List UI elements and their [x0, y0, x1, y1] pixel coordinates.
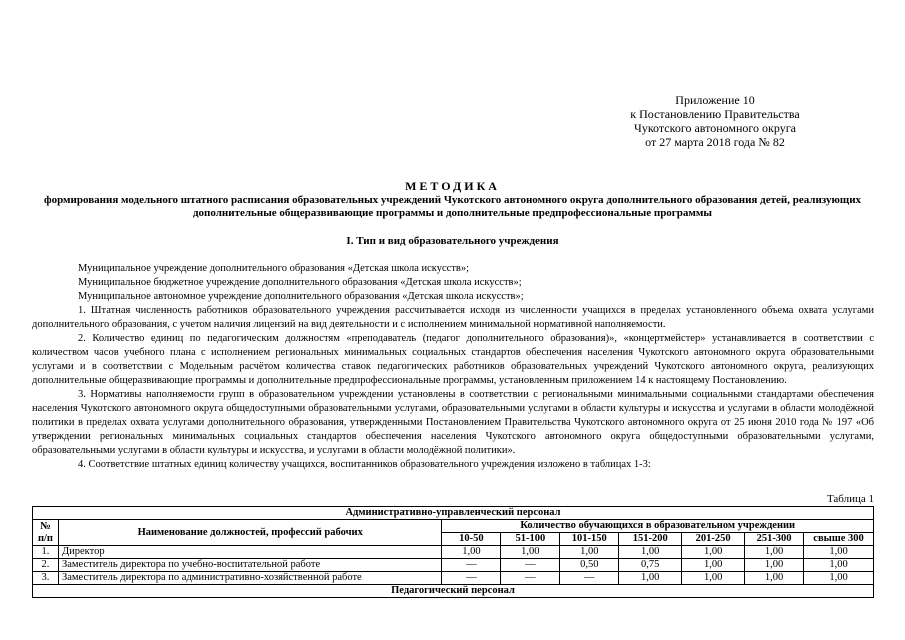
paragraph: Муниципальное автономное учреждение дополнительного образования «Детская школа искусств»; — [78, 291, 524, 302]
table-row — [33, 559, 874, 572]
row-value: 1,00 — [619, 572, 682, 585]
row-value: 0,50 — [560, 559, 619, 572]
table-row — [33, 572, 874, 585]
paragraph: 1. Штатная численность работников образовательного учреждения рассчитывается исходя из численности учащихся в пределах установленного объема охвата услугами дополнительного образования, с учетом наличия лицензий на вид деятельности и с исполнением минимальной нормативной наполняемости. — [32, 305, 874, 330]
paragraph: Муниципальное учреждение дополнительного образования «Детская школа искусств»; — [78, 263, 470, 274]
appendix-line-4: от 27 марта 2018 года № 82 — [645, 135, 785, 149]
col-header-count: Количество обучающихся в образовательном учреждении — [442, 520, 874, 533]
appendix-block — [600, 93, 830, 149]
table-row — [33, 546, 874, 559]
row-value: 1,00 — [804, 559, 874, 572]
row-value: 1,00 — [745, 559, 804, 572]
appendix-line-2: к Постановлению Правительства — [630, 107, 800, 121]
row-value: 1,00 — [682, 559, 745, 572]
row-number: 1. — [33, 546, 59, 559]
row-value: 1,00 — [745, 572, 804, 585]
row-number: 2. — [33, 559, 59, 572]
col-header-range: 51-100 — [501, 533, 560, 546]
appendix-line-3: Чукотского автономного округа — [634, 121, 796, 135]
col-header-range: 201-250 — [682, 533, 745, 546]
paragraph: 4. Соответствие штатных единиц количеству учащихся, воспитанников образовательного учреждения изложено в таблицах 1-3: — [78, 459, 651, 470]
row-value: — — [560, 572, 619, 585]
row-value: 1,00 — [804, 572, 874, 585]
row-value: 1,00 — [560, 546, 619, 559]
row-position: Заместитель директора по учебно-воспитательной работе — [58, 559, 441, 572]
table-caption: Таблица 1 — [826, 493, 874, 505]
section-title: I. Тип и вид образовательного учреждения — [346, 235, 559, 247]
document-title: МЕТОДИКА — [405, 179, 500, 193]
row-number: 3. — [33, 572, 59, 585]
col-header-range: 101-150 — [560, 533, 619, 546]
col-header-range: 10-50 — [442, 533, 501, 546]
row-value: 1,00 — [619, 546, 682, 559]
staffing-table — [32, 506, 874, 598]
row-value: 1,00 — [682, 546, 745, 559]
col-header-range: 251-300 — [745, 533, 804, 546]
row-value: 1,00 — [745, 546, 804, 559]
row-value: — — [442, 572, 501, 585]
col-header-range: свыше 300 — [804, 533, 874, 546]
row-value: 1,00 — [501, 546, 560, 559]
col-header-number: № п/п — [33, 520, 59, 546]
row-value: 1,00 — [442, 546, 501, 559]
row-value: — — [501, 559, 560, 572]
document-subtitle: формирования модельного штатного расписания образовательных учреждений Чукотского автономного округа дополнительного образования детей, реализующих дополнительные общеразвивающие программы и дополнительные предпрофессиональные программы — [43, 194, 862, 219]
row-value: 0,75 — [619, 559, 682, 572]
paragraph: 2. Количество единиц по педагогическим должностям «преподаватель (педагог дополнительного образования)», «концертмейстер» устанавливается в соответствии с количеством часов учебного плана с исполнением региональных минимальных социальных стандартов обеспечения населения Чукотского автономного округа образовательными услугами и в соответствии с Модельным расчётом количества ставок педагогических работников образовательных учреждений Чукотского автономного округа, реализующих дополнительные общеразвивающие программы и дополнительные предпрофессиональные программы, установленным приложением 14 к настоящему Постановлению. — [32, 333, 874, 386]
col-header-range: 151-200 — [619, 533, 682, 546]
paragraph: Муниципальное бюджетное учреждение дополнительного образования «Детская школа искусств»; — [78, 277, 522, 288]
row-value: 1,00 — [682, 572, 745, 585]
appendix-line-1: Приложение 10 — [675, 93, 755, 107]
row-value: 1,00 — [804, 546, 874, 559]
row-value: — — [442, 559, 501, 572]
row-position: Заместитель директора по административно-хозяйственной работе — [58, 572, 441, 585]
row-value: — — [501, 572, 560, 585]
document-body — [32, 262, 874, 472]
paragraph: 3. Нормативы наполняемости групп в образовательном учреждении установлены в соответствии с региональными минимальными социальными стандартами обеспечения населения Чукотского автономного округа общедоступными образовательными услугами, образовательными услугами в области культуры и искусства и услугами в области молодёжной политики в пределах охвата услугами дополнительного образования, утвержденными Постановлением Правительства Чукотского автономного округа от 25 июня 2010 года № 197 «Об утверждении региональных минимальных социальных стандартов обеспечения населения Чукотского автономного округа общедоступными образовательными услугами, образовательными услугами в области культуры и искусства, и услугами в области молодёжной политики». — [32, 389, 874, 456]
group-header-admin: Административно-управленческий персонал — [33, 507, 874, 520]
group-header-teaching: Педагогический персонал — [33, 585, 874, 598]
row-position: Директор — [58, 546, 441, 559]
col-header-name: Наименование должностей, профессий рабочих — [58, 520, 441, 546]
